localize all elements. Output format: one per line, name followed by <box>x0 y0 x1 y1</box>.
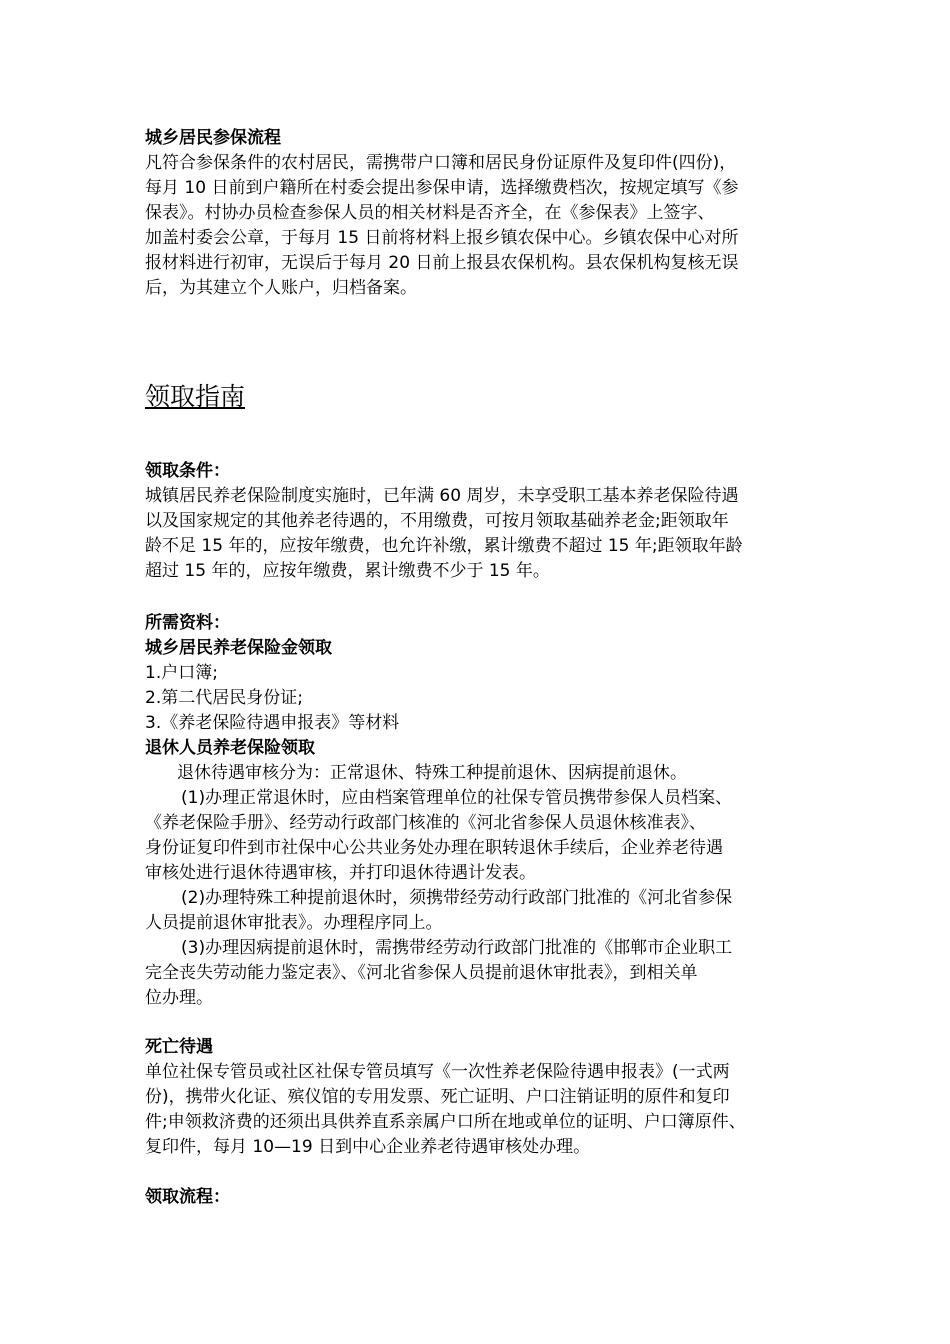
paragraph-line: 加盖村委会公章，于每月 15 日前将材料上报乡镇农保中心。乡镇农保中心对所 <box>145 228 739 248</box>
paragraph-line: 份)，携带火化证、殡仪馆的专用发票、死亡证明、户口注销证明的原件和复印 <box>145 1087 730 1107</box>
paragraph-line: 位办理。 <box>145 988 213 1008</box>
section-subtitle: 城乡居民养老保险金领取 <box>145 638 332 658</box>
paragraph-line: 《养老保险手册》、经劳动行政部门核准的《河北省参保人员退休核准表》、 <box>145 813 706 833</box>
paragraph-line: 身份证复印件到市社保中心公共业务处办理在职转退休手续后，企业养老待遇 <box>145 838 723 858</box>
paragraph-line: (3)办理因病提前退休时，需携带经劳动行政部门批准的《邯郸市企业职工 <box>181 938 733 958</box>
paragraph-line: 以及国家规定的其他养老待遇的，不用缴费，可按月领取基础养老金;距领取年 <box>145 511 729 531</box>
section-subtitle: 退休人员养老保险领取 <box>145 738 315 758</box>
paragraph-line: 后，为其建立个人账户，归档备案。 <box>145 278 417 298</box>
paragraph-line: 审核处进行退休待遇审核，并打印退休待遇计发表。 <box>145 863 536 883</box>
paragraph-line: (1)办理正常退休时，应由档案管理单位的社保专管员携带参保人员档案、 <box>181 788 733 808</box>
section-conditions <box>145 459 815 584</box>
paragraph-line: 退休待遇审核分为：正常退休、特殊工种提前退休、因病提前退休。 <box>177 763 687 783</box>
paragraph-line: 人员提前退休审批表》。办理程序同上。 <box>145 913 443 933</box>
paragraph-line: (2)办理特殊工种提前退休时，须携带经劳动行政部门批准的《河北省参保 <box>181 888 733 908</box>
paragraph-line: 龄不足 15 年的，应按年缴费，也允许补缴，累计缴费不超过 15 年;距领取年龄 <box>145 536 743 556</box>
paragraph-line: 复印件，每月 10—19 日到中心企业养老待遇审核处办理。 <box>145 1137 591 1157</box>
page-heading: 领取指南 <box>145 382 246 411</box>
paragraph-line: 完全丧失劳动能力鉴定表》、《河北省参保人员提前退休审批表》，到相关单 <box>145 963 698 983</box>
list-item: 1.户口簿; <box>145 663 218 683</box>
section-materials <box>145 611 815 1011</box>
section-insurance-process <box>145 126 815 301</box>
paragraph-line: 报材料进行初审，无误后于每月 20 日前上报县农保机构。县农保机构复核无误 <box>145 253 739 273</box>
list-item: 2.第二代居民身份证; <box>145 688 303 708</box>
section-title: 领取条件： <box>145 461 230 481</box>
section-title: 死亡待遇 <box>145 1037 213 1057</box>
section-title: 所需资料： <box>145 613 230 633</box>
list-item: 3.《养老保险待遇申报表》等材料 <box>145 713 400 733</box>
section-death-benefits <box>145 1035 815 1160</box>
paragraph-line: 件;申领救济费的还须出具供养直系亲属户口所在地或单位的证明、户口簿原件、 <box>145 1112 746 1132</box>
paragraph-line: 超过 15 年的，应按年缴费，累计缴费不少于 15 年。 <box>145 561 550 581</box>
paragraph-line: 单位社保专管员或社区社保专管员填写《一次性养老保险待遇申报表》(一式两 <box>145 1062 730 1082</box>
paragraph-line: 每月 10 日前到户籍所在村委会提出参保申请，选择缴费档次，按规定填写《参 <box>145 178 739 198</box>
section-title: 城乡居民参保流程 <box>145 128 281 148</box>
paragraph-line: 凡符合参保条件的农村居民，需携带户口簿和居民身份证原件及复印件(四份)， <box>145 153 737 173</box>
paragraph-line: 城镇居民养老保险制度实施时，已年满 60 周岁，未享受职工基本养老保险待遇 <box>145 486 739 506</box>
section-process <box>145 1185 815 1210</box>
section-title: 领取流程： <box>145 1187 230 1207</box>
paragraph-line: 保表》。村协办员检查参保人员的相关材料是否齐全，在《参保表》上签字、 <box>145 203 715 223</box>
